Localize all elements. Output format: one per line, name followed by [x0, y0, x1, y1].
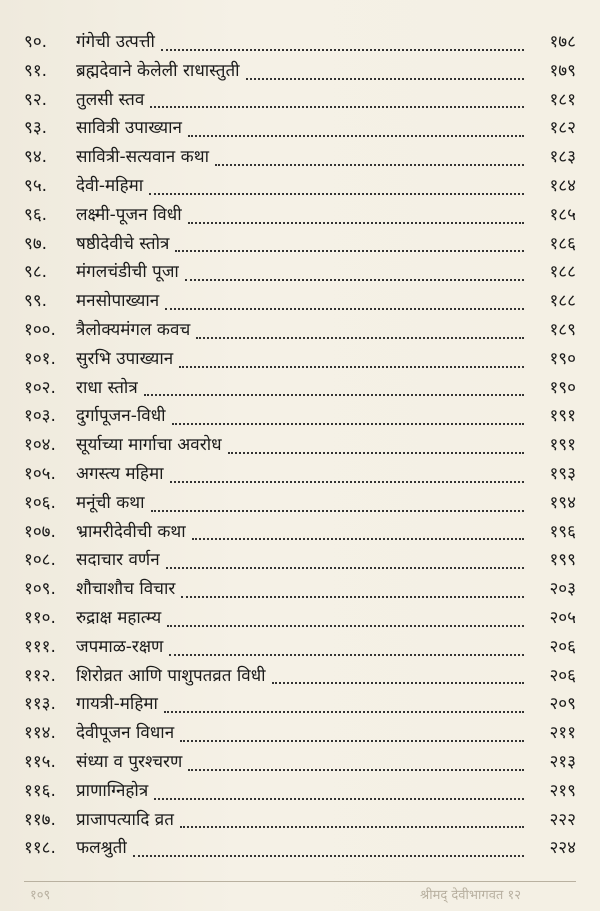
toc-entry-title: मनसोपाख्यान — [76, 291, 160, 312]
toc-entry-page: १७८ — [549, 32, 576, 52]
toc-entry-page: २०५ — [549, 607, 576, 628]
toc-entry-title: भ्रामरीदेवीची कथा — [76, 521, 186, 542]
toc-entry-number: १०७. — [24, 521, 56, 542]
toc-entry-number: ९८. — [24, 262, 48, 283]
toc-entry-title: सावित्री-सत्यवान कथा — [76, 147, 209, 168]
toc-entry-page: २०६ — [549, 636, 576, 657]
toc-entry-page: १९० — [549, 348, 576, 369]
toc-entry-number: ११७. — [24, 809, 56, 830]
dot-leader — [179, 366, 524, 368]
toc-entry — [24, 834, 576, 863]
toc-entry-title: षष्ठीदेवीचे स्तोत्र — [76, 233, 170, 254]
toc-entry-page: २१९ — [549, 780, 576, 801]
dot-leader — [150, 106, 524, 108]
toc-entry-number: ११५. — [24, 751, 56, 772]
toc-entry-page: १७९ — [549, 60, 576, 81]
dot-leader — [170, 481, 524, 483]
dot-leader — [188, 769, 524, 771]
toc-entry-title: अगस्त्य महिमा — [76, 463, 164, 484]
toc-entry-title: फलश्रुती — [76, 838, 127, 859]
toc-entry-page: १८१ — [549, 89, 576, 110]
toc-entry — [24, 633, 576, 662]
toc-entry-title: गंगेची उत्पत्ती — [76, 32, 155, 52]
toc-entry-page: १८८ — [549, 291, 576, 312]
toc-entry — [24, 172, 576, 201]
dot-leader — [154, 798, 524, 800]
toc-entry — [24, 806, 576, 835]
toc-entry-number: १०६. — [24, 492, 56, 513]
footer-page-number: १०९ — [30, 888, 51, 903]
footer-divider — [24, 881, 576, 882]
toc-entry-number: ९६. — [24, 204, 48, 225]
toc-entry-page: २०९ — [549, 694, 576, 715]
dot-leader — [164, 711, 524, 713]
toc-entry-title: दुर्गापूजन-विधी — [76, 406, 166, 427]
toc-entry — [24, 345, 576, 374]
dot-leader — [215, 164, 524, 166]
toc-entry — [24, 201, 576, 230]
toc-entry-number: १०१. — [24, 348, 56, 369]
toc-entry-page: १९६ — [549, 521, 576, 542]
toc-entry-title: सदाचार वर्णन — [76, 550, 160, 571]
toc-entry-number: १०४. — [24, 435, 56, 456]
dot-leader — [181, 596, 524, 598]
toc-entry-number: ११३. — [24, 694, 56, 715]
dot-leader — [180, 740, 524, 742]
dot-leader — [246, 78, 524, 80]
toc-entry — [24, 575, 576, 604]
toc-entry-title: देवी-महिमा — [76, 175, 144, 196]
toc-entry-number: १११. — [24, 636, 56, 657]
toc-entry-number: ९७. — [24, 233, 48, 254]
toc-entry-page: १९१ — [549, 406, 576, 427]
toc-entry-page: २०६ — [549, 665, 576, 686]
toc-entry-number: ११८. — [24, 838, 56, 859]
dot-leader — [272, 682, 524, 684]
toc-entry — [24, 143, 576, 172]
toc-entry-number: ९२. — [24, 89, 48, 110]
toc-entry — [24, 28, 576, 57]
dot-leader — [133, 855, 524, 857]
toc-entry-title: सूर्याच्या मार्गाचा अवरोध — [76, 435, 222, 456]
toc-entry-number: ११६. — [24, 780, 56, 801]
toc-entry-title: प्राजापत्यादि व्रत — [76, 809, 174, 830]
toc-entry-page: १९१ — [549, 435, 576, 456]
dot-leader — [180, 826, 524, 828]
toc-entry-page: १८५ — [549, 204, 576, 225]
toc-entry-number: १०५. — [24, 463, 56, 484]
toc-entry-title: राधा स्तोत्र — [76, 377, 138, 398]
toc-entry-page: २२४ — [549, 838, 576, 859]
toc-entry — [24, 748, 576, 777]
toc-entry-page: २१३ — [549, 751, 576, 772]
toc-entry-page: २२२ — [549, 809, 576, 830]
toc-entry-title: सुरभि उपाख्यान — [76, 348, 174, 369]
toc-entry — [24, 460, 576, 489]
toc-entry-number: १०२. — [24, 377, 56, 398]
dot-leader — [175, 250, 524, 252]
toc-entry-title: गायत्री-महिमा — [76, 694, 158, 715]
toc-entry-number: १०८. — [24, 550, 56, 571]
toc-entry-title: ब्रह्मदेवाने केलेली राधास्तुती — [76, 60, 240, 81]
toc-entry — [24, 662, 576, 691]
toc-entry — [24, 287, 576, 316]
toc-entry-title: सावित्री उपाख्यान — [76, 118, 182, 139]
toc-entry-page: २०३ — [549, 579, 576, 600]
dot-leader — [228, 452, 524, 454]
toc-entry — [24, 546, 576, 575]
footer-running-title: श्रीमद् देवीभागवत १२ — [420, 888, 521, 903]
dot-leader — [188, 135, 524, 137]
toc-entry-title: शिरोव्रत आणि पाशुपतव्रत विधी — [76, 665, 266, 686]
toc-entry — [24, 114, 576, 143]
toc-entry-number: ११४. — [24, 723, 56, 744]
toc-entry — [24, 489, 576, 518]
toc-entry-page: १९३ — [549, 463, 576, 484]
toc-entry — [24, 604, 576, 633]
toc-entry — [24, 57, 576, 86]
dot-leader — [192, 538, 524, 540]
toc-entry-page: १८४ — [549, 175, 576, 196]
toc-entry-number: ९४. — [24, 147, 48, 168]
toc-entry-page: १८९ — [549, 319, 576, 340]
dot-leader — [165, 308, 524, 310]
dot-leader — [161, 49, 524, 51]
toc-entry — [24, 690, 576, 719]
dot-leader — [166, 567, 524, 569]
toc-entry-page: १९० — [549, 377, 576, 398]
toc-entry — [24, 316, 576, 345]
dot-leader — [172, 423, 524, 425]
dot-leader — [151, 510, 524, 512]
toc-entry-title: मंगलचंडीची पूजा — [76, 262, 179, 283]
toc-entry-number: ९०. — [24, 32, 48, 52]
toc-entry — [24, 518, 576, 547]
toc-entry — [24, 719, 576, 748]
toc-entry-number: ११२. — [24, 665, 56, 686]
table-of-contents — [24, 28, 576, 863]
toc-entry-number: ९५. — [24, 175, 48, 196]
dot-leader — [144, 394, 524, 396]
toc-entry — [24, 777, 576, 806]
toc-entry-page: १९४ — [549, 492, 576, 513]
toc-entry-page: १८८ — [549, 262, 576, 283]
toc-entry-number: १०३. — [24, 406, 56, 427]
toc-entry-title: तुलसी स्तव — [76, 89, 145, 110]
toc-entry-title: जपमाळ-रक्षण — [76, 636, 164, 657]
toc-entry-page: १९९ — [549, 550, 576, 571]
toc-entry-title: त्रैलोक्यमंगल कवच — [76, 319, 191, 340]
toc-entry-number: ९३. — [24, 118, 48, 139]
toc-entry-title: लक्ष्मी-पूजन विधी — [76, 204, 182, 225]
toc-entry-title: देवीपूजन विधान — [76, 723, 175, 744]
toc-entry — [24, 431, 576, 460]
toc-entry-page: १८६ — [549, 233, 576, 254]
dot-leader — [167, 625, 524, 627]
toc-entry-title: मनूंची कथा — [76, 492, 145, 513]
toc-entry — [24, 230, 576, 259]
toc-entry-number: १०९. — [24, 579, 56, 600]
toc-entry-number: ९१. — [24, 60, 48, 81]
toc-entry-page: १८२ — [549, 118, 576, 139]
toc-entry — [24, 258, 576, 287]
toc-entry — [24, 402, 576, 431]
dot-leader — [196, 337, 524, 339]
toc-entry-title: संध्या व पुरश्चरण — [76, 751, 183, 772]
toc-entry-number: ९९. — [24, 291, 48, 312]
toc-entry-title: प्राणाग्निहोत्र — [76, 780, 149, 801]
toc-entry-title: रुद्राक्ष महात्म्य — [76, 607, 162, 628]
toc-entry — [24, 86, 576, 115]
dot-leader — [169, 654, 524, 656]
toc-entry-page: २११ — [549, 723, 576, 744]
dot-leader — [188, 222, 524, 224]
toc-entry — [24, 374, 576, 403]
dot-leader — [149, 193, 524, 195]
toc-entry-page: १८३ — [549, 147, 576, 168]
dot-leader — [185, 279, 524, 281]
toc-entry-title: शौचाशौच विचार — [76, 579, 176, 600]
toc-entry-number: १००. — [24, 319, 56, 340]
toc-entry-number: ११०. — [24, 607, 56, 628]
